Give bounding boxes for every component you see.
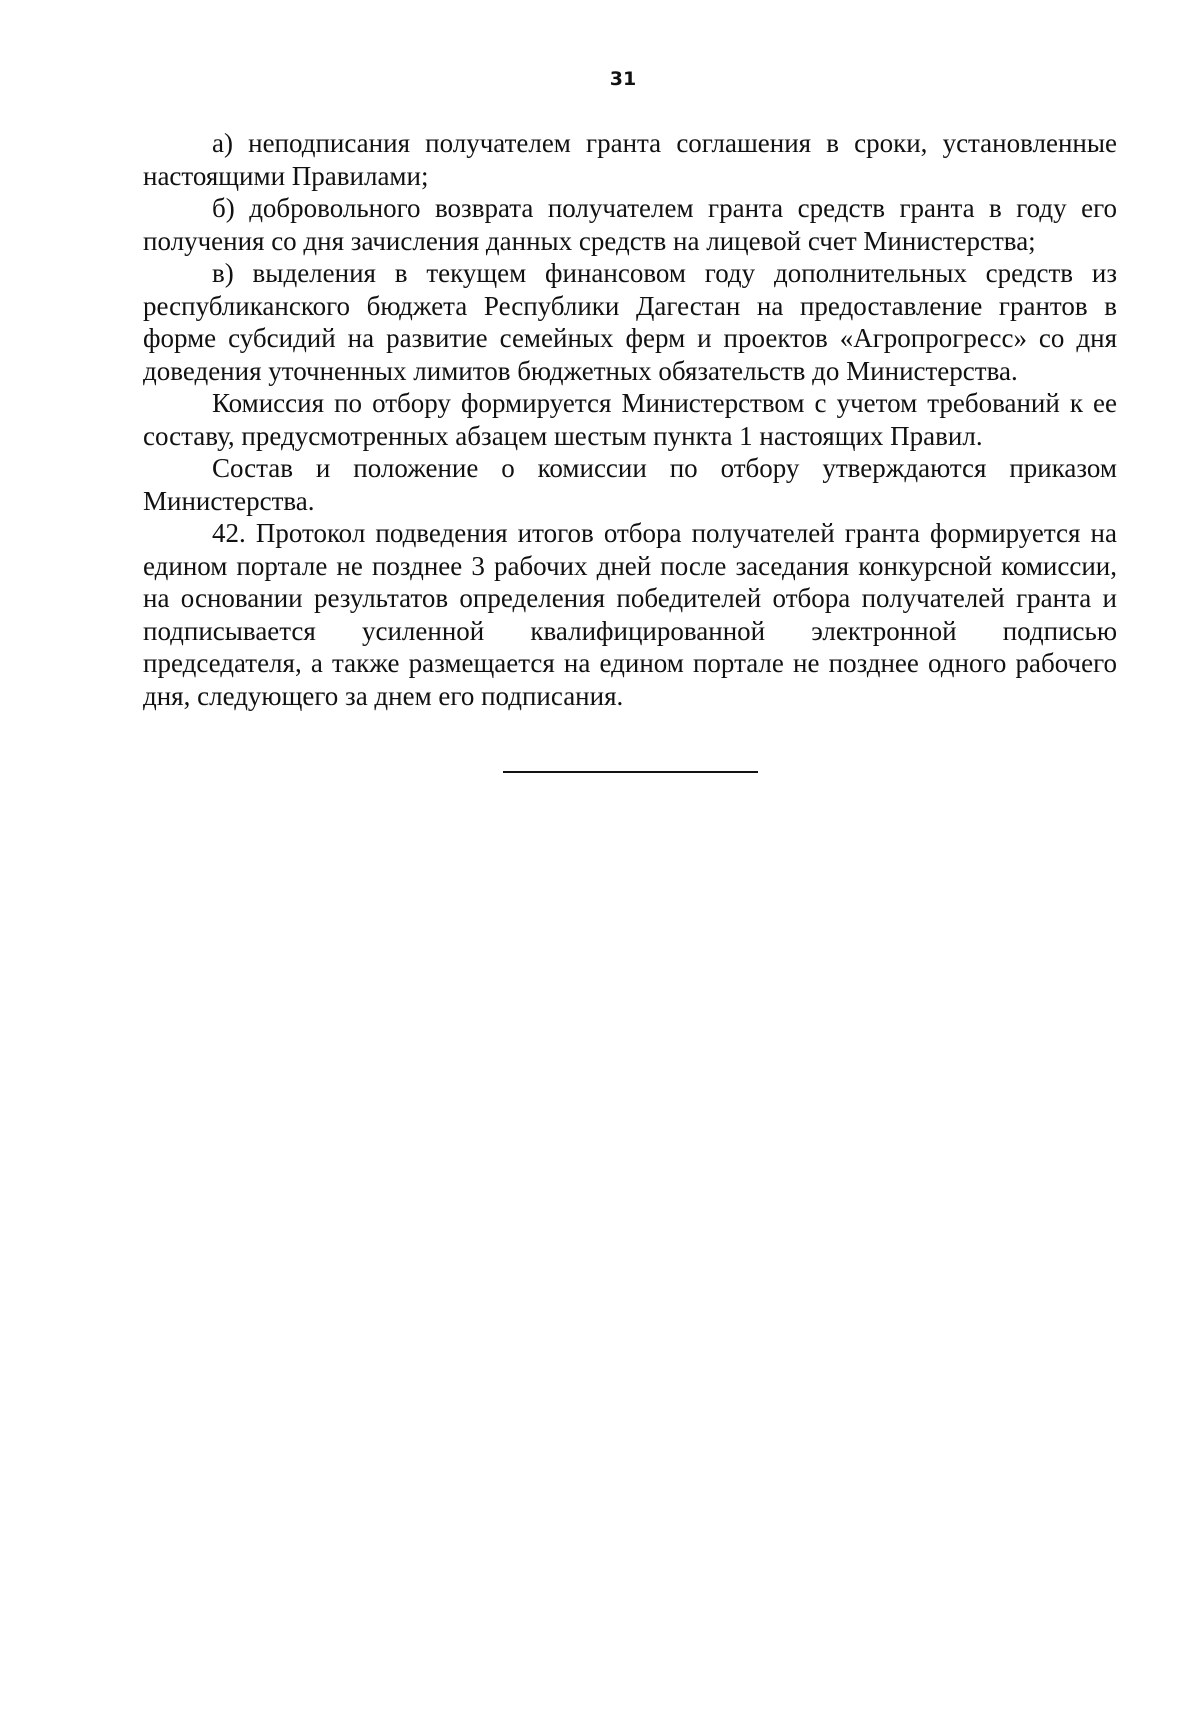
paragraph-commission-composition: Состав и положение о комиссии по отбору утверждаются приказом Министерства. [143,453,1117,516]
paragraph-commission-formation: Комиссия по отбору формируется Министерством с учетом требований к ее составу, предусмотренных абзацем шестым пункта 1 настоящих Правил. [143,388,1117,451]
page-number: 31 [609,68,637,90]
paragraph-a: а) неподписания получателем гранта соглашения в сроки, установленные настоящими Правилами; [143,128,1117,191]
paragraph-b: б) добровольного возврата получателем гранта средств гранта в году его получения со дня зачисления данных средств на лицевой счет Министерства; [143,193,1117,256]
document-body [143,127,1117,712]
end-of-text-rule [503,771,758,773]
paragraph-v: в) выделения в текущем финансовом году дополнительных средств из республиканского бюджета Республики Дагестан на предоставление грантов в форме субсидий на развитие семейных ферм и проектов «Агропрогресс» со дня доведения уточненных лимитов бюджетных обязательств до Министерства. [143,258,1117,386]
paragraph-42-protocol: 42. Протокол подведения итогов отбора получателей гранта формируется на едином портале не позднее 3 рабочих дней после заседания конкурсной комиссии, на основании результатов определения победителей отбора получателей гранта и подписывается усиленной квалифицированной электронной подписью председателя, а также размещается на едином портале не позднее одного рабочего дня, следующего за днем его подписания. [143,518,1117,711]
